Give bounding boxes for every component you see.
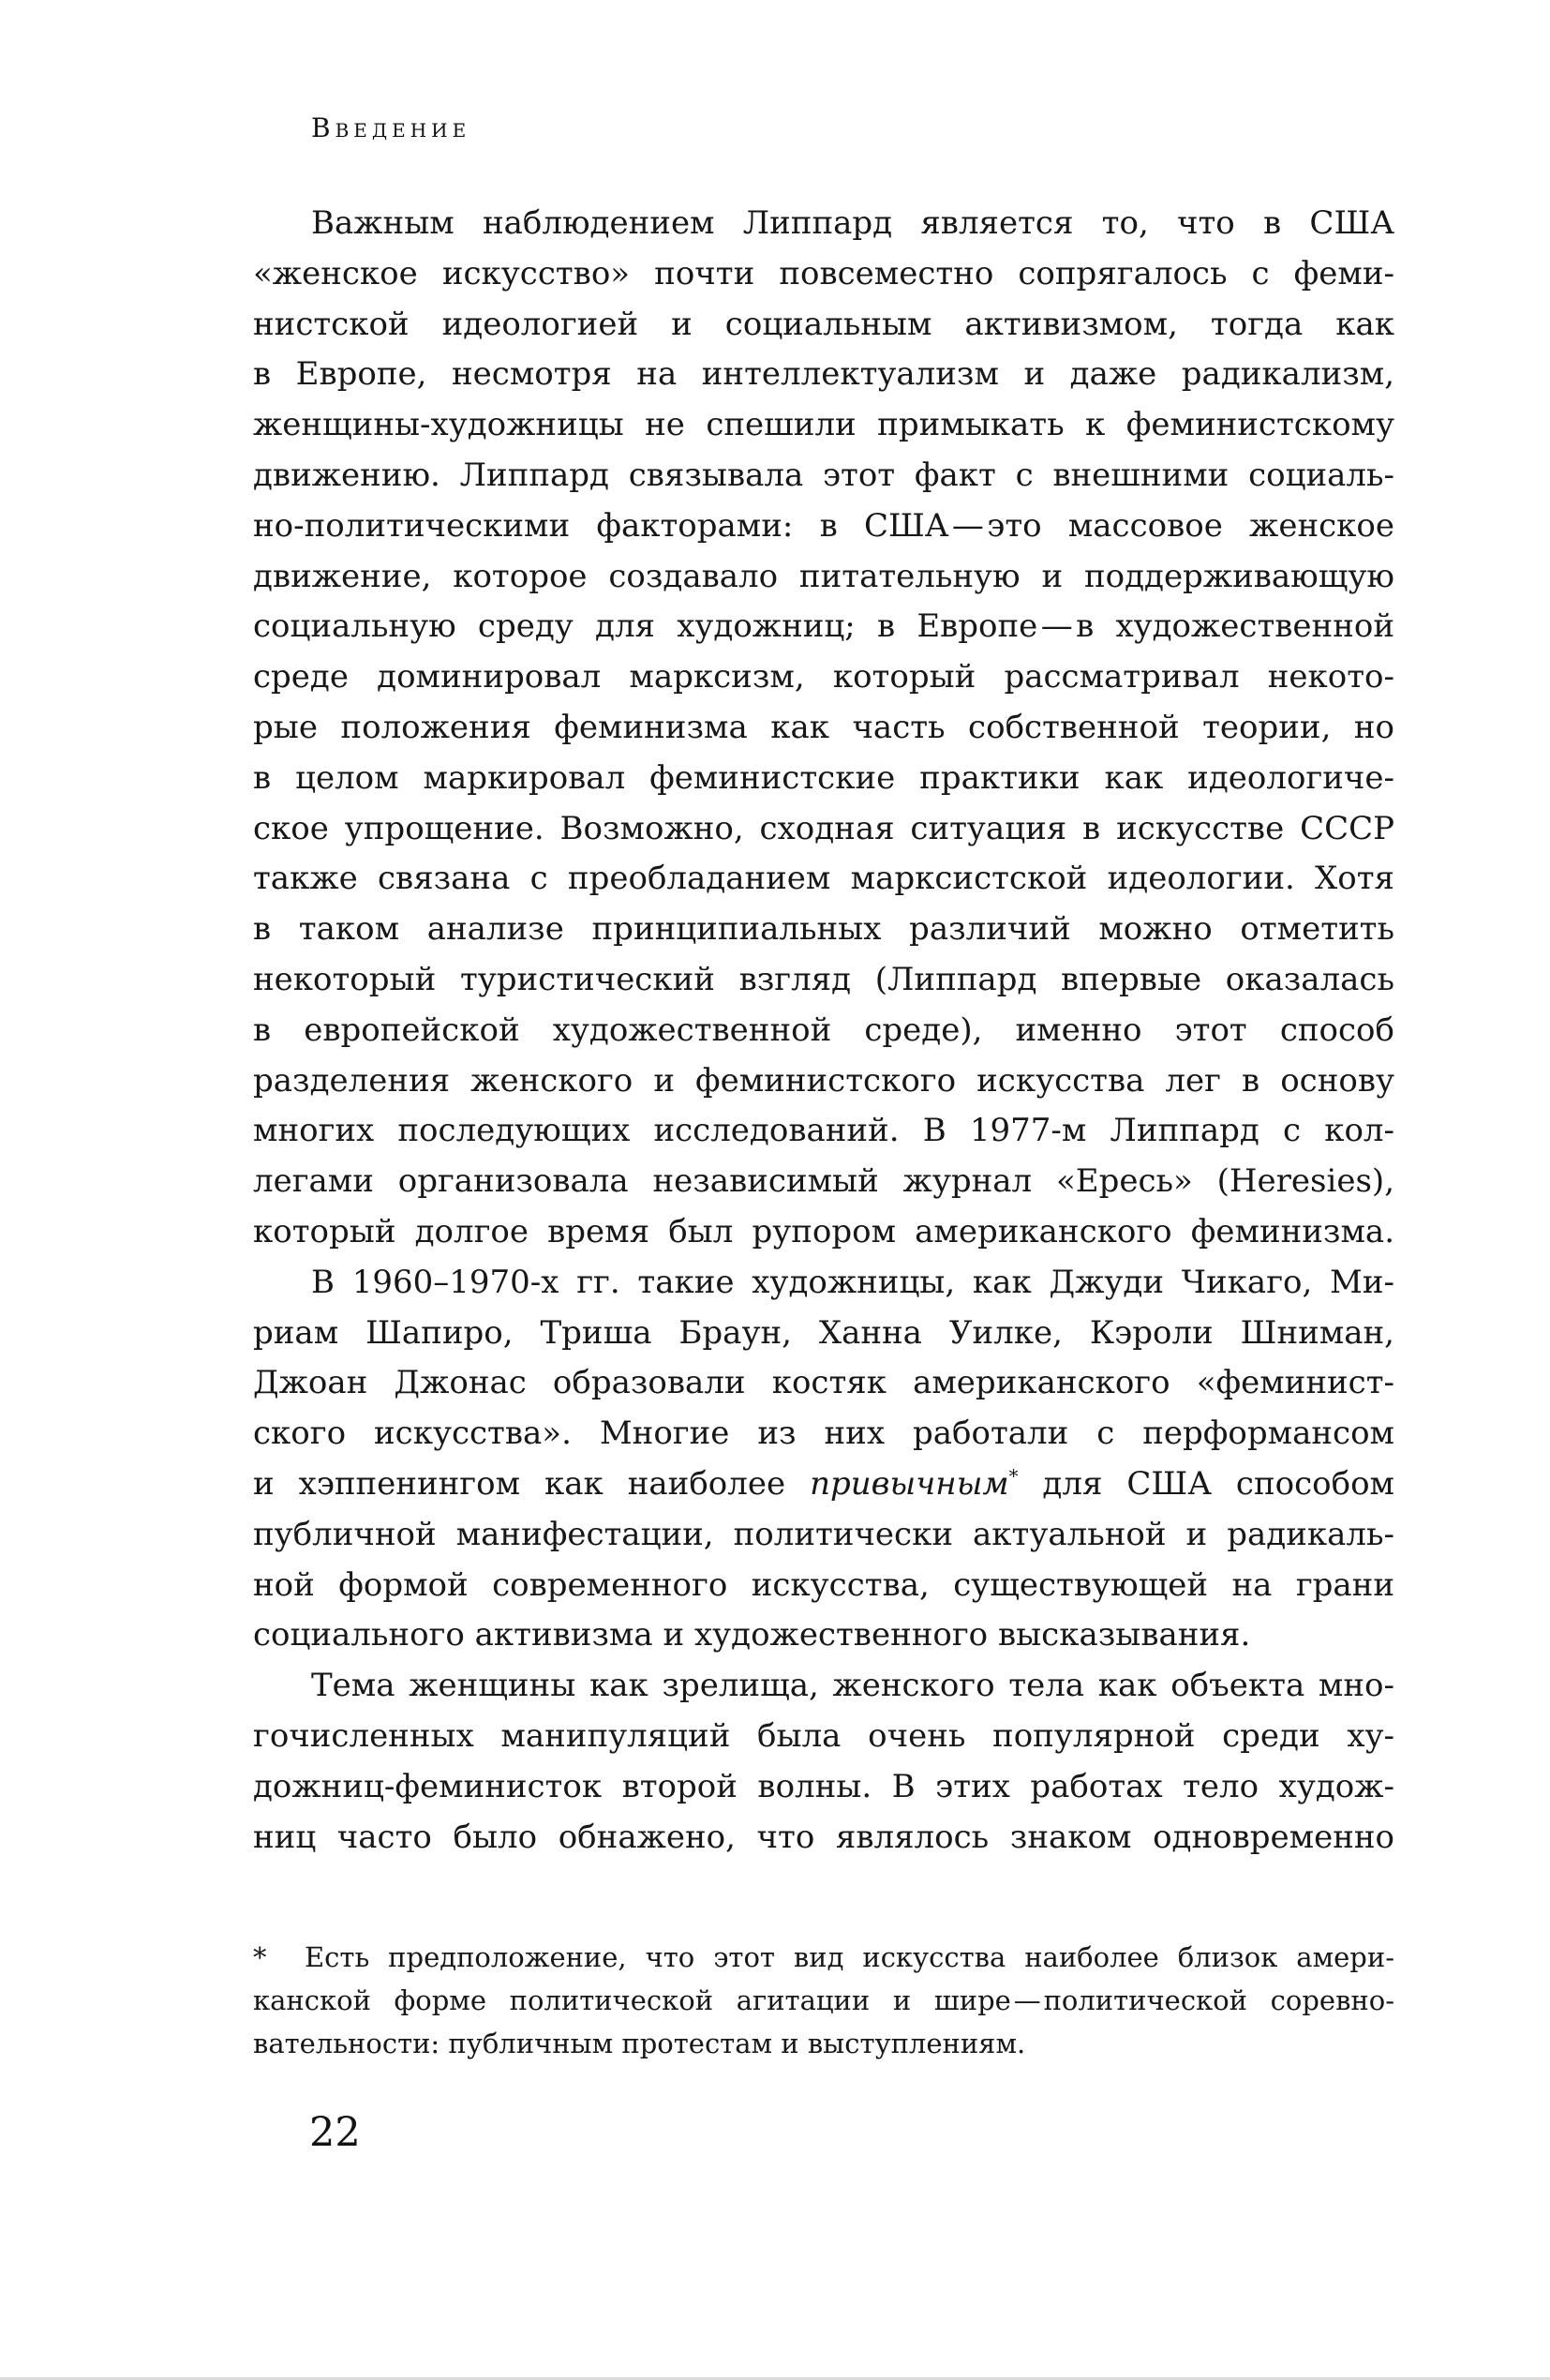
text-line: разделения женского и феминистского искусства лег в основу	[253, 1061, 1394, 1100]
paragraph	[253, 1661, 1394, 1863]
text-line: Тема женщины как зрелища, женского тела как объекта мно-	[311, 1667, 1394, 1705]
italic-term: привычным	[810, 1464, 1009, 1503]
footnote-line: вательности: публичным протестам и выступлениям.	[253, 2027, 1026, 2059]
page-number: 22	[309, 2109, 361, 2156]
text-line: нистской идеологией и социальным активизмом, тогда как	[253, 305, 1394, 343]
footnote-line: канской форме политической агитации и шире — политической соревно-	[253, 1983, 1394, 2016]
text-line: в целом маркировал феминистские практики как идеологиче-	[253, 758, 1394, 797]
text-line: гочисленных манипуляций была очень популярной среди ху-	[253, 1716, 1394, 1755]
text-line: ского искусства». Многие из них работали с перформансом	[253, 1415, 1394, 1453]
text-line: социальную среду для художниц; в Европе — в художественной	[253, 607, 1394, 646]
text-line: многих последующих исследований. В 1977-м Липпард с кол-	[253, 1112, 1394, 1150]
text-line: некоторый туристический взгляд (Липпард впервые оказалась	[253, 960, 1394, 998]
text-line: ское упрощение. Возможно, сходная ситуация в искусстве СССР	[253, 809, 1394, 847]
text-line: легами организовала независимый журнал «Ересь» (Heresies),	[253, 1162, 1394, 1201]
text-line: в европейской художественной среде), именно этот способ	[253, 1010, 1394, 1049]
text-line: также связана с преобладанием марксистской идеологии. Хотя	[253, 860, 1394, 898]
text-line: но-политическими факторами: в США — это массовое женское	[253, 506, 1394, 545]
text-line	[253, 1459, 1394, 1510]
text-line: социального активизма и художественного высказывания.	[253, 1616, 1251, 1654]
text-line: который долгое время был рупором американского феминизма.	[253, 1212, 1394, 1250]
text-line: ной формой современного искусства, существующей на грани	[253, 1565, 1394, 1604]
footnote	[253, 1937, 1394, 2065]
footnote-line	[253, 1937, 1394, 1980]
text-line: в Европе, несмотря на интеллектуализм и даже радикализм,	[253, 355, 1394, 394]
footnote-text: Есть предположение, что этот вид искусства наиболее близок амери-	[305, 1941, 1394, 1973]
text-line: среде доминировал марксизм, который рассматривал некото-	[253, 658, 1394, 696]
text-line: Джоан Джонас образовали костяк американского «феминист-	[253, 1364, 1394, 1402]
text-line: дожниц-феминисток второй волны. В этих работах тело худож-	[253, 1767, 1394, 1805]
running-header: Введение	[311, 112, 471, 143]
text-line: В 1960–1970-х гг. такие художницы, как Джуди Чикаго, Ми-	[311, 1263, 1394, 1301]
text-line: движение, которое создавало питательную и поддерживающую	[253, 557, 1394, 595]
text-line: Важным наблюдением Липпард является то, что в США	[311, 204, 1394, 242]
text-line: ниц часто было обнажено, что являлось знаком одновременно	[253, 1818, 1394, 1856]
text-line: движению. Липпард связывала этот факт с внешними социаль-	[253, 456, 1394, 494]
footnote-marker: *	[253, 1941, 267, 1973]
text-line: риам Шапиро, Триша Браун, Ханна Уилке, Кэроли Шниман,	[253, 1313, 1394, 1352]
text-line: женщины-художницы не спешили примыкать к феминистскому	[253, 406, 1394, 444]
text-line: рые положения феминизма как часть собственной теории, но	[253, 708, 1394, 746]
text-line: в таком анализе принципиальных различий можно отметить	[253, 910, 1394, 949]
footnote-marker-ref: *	[1008, 1465, 1019, 1488]
text-line: публичной манифестации, политически актуальной и радикаль-	[253, 1515, 1394, 1553]
text-segment: для США способом	[1018, 1464, 1394, 1503]
paragraph	[253, 199, 1394, 1258]
paragraph	[253, 1258, 1394, 1661]
body-text	[253, 199, 1394, 1863]
text-segment: и хэппенингом как наиболее	[253, 1464, 811, 1503]
text-line: «женское искусство» почти повсеместно сопрягалось с феми-	[253, 254, 1394, 292]
